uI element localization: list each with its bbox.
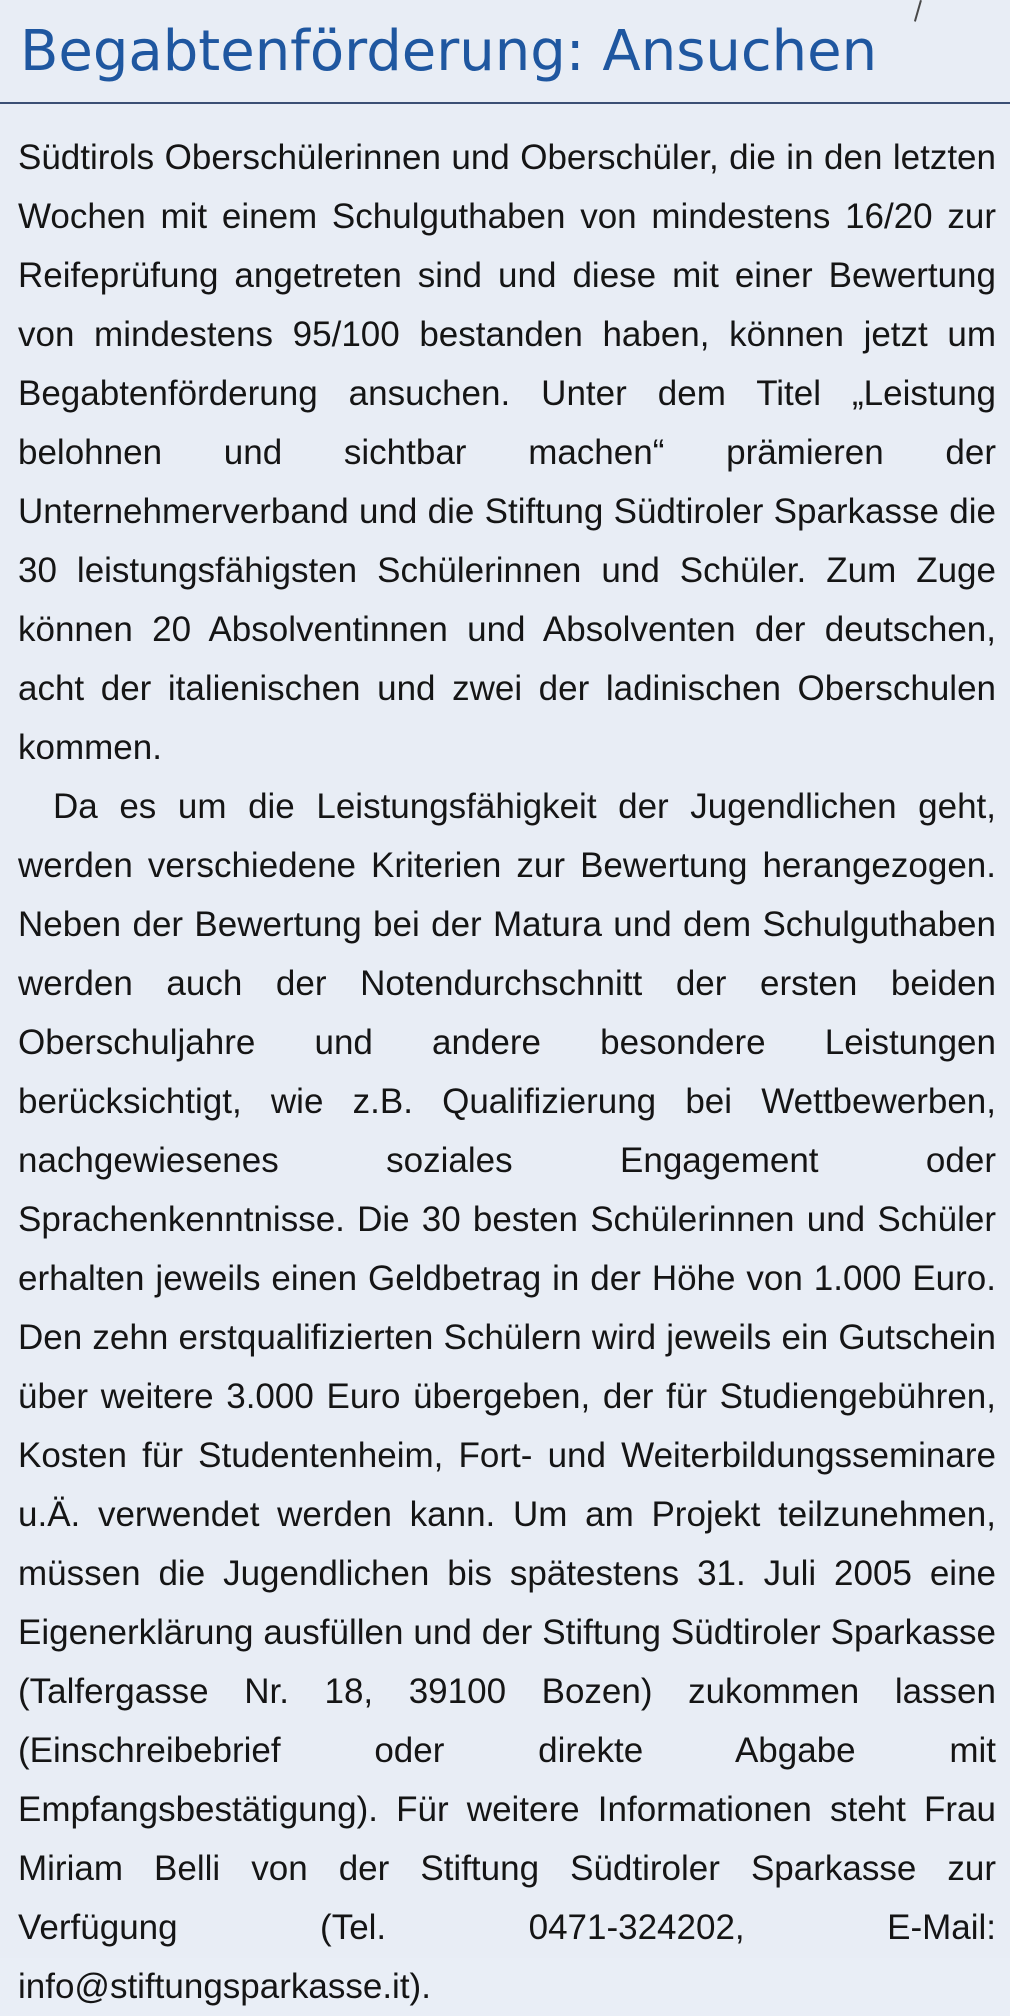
- article-body: [18, 128, 996, 2016]
- paragraph-2: Da es um die Leistungsfähigkeit der Jugendlichen geht, werden verschiedene Kriterien zur Bewertung herangezogen. Neben der Bewertung bei der Matura und dem Schulguthaben werden auch der Notendurchschnitt der ersten beiden Oberschuljahre und andere besondere Leistungen berücksichtigt, wie z.B. Qualifizierung bei Wettbewerben, nachgewiesenes soziales Engagement oder Sprachenkenntnisse. Die 30 besten Schülerinnen und Schüler erhalten jeweils einen Geldbetrag in der Höhe von 1.000 Euro. Den zehn erstqualifizierten Schülern wird jeweils ein Gutschein über weitere 3.000 Euro übergeben, der für Studiengebühren, Kosten für Studentenheim, Fort- und Weiterbildungsseminare u.Ä. verwendet werden kann. Um am Projekt teilzunehmen, müssen die Jugendlichen bis spätestens 31. Juli 2005 eine Eigenerklärung ausfüllen und der Stiftung Südtiroler Sparkasse (Talfergasse Nr. 18, 39100 Bozen) zukommen lassen (Einschreibebrief oder direkte Abgabe mit Empfangsbestätigung). Für weitere Informationen steht Frau Miriam Belli von der Stiftung Südtiroler Sparkasse zur Verfügung (Tel. 0471-324202, E-Mail: info@stiftungsparkasse.it).: [18, 787, 996, 2006]
- paragraph-1: Südtirols Oberschülerinnen und Oberschüler, die in den letzten Wochen mit einem Schulguthaben von mindestens 16/20 zur Reifeprüfung angetreten sind und diese mit einer Bewertung von mindestens 95/100 bestanden haben, können jetzt um Begabtenförderung ansuchen. Unter dem Titel „Leistung belohnen und sichtbar machen“ prämieren der Unternehmerverband und die Stiftung Südtiroler Sparkasse die 30 leistungsfähigsten Schülerinnen und Schüler. Zum Zuge können 20 Absolventinnen und Absolventen der deutschen, acht der italienischen und zwei der ladinischen Oberschulen kommen.: [18, 138, 996, 767]
- title-divider: [0, 102, 1010, 104]
- pen-mark: [914, 0, 922, 22]
- article-title: Begabtenförderung: Ansuchen: [20, 19, 878, 84]
